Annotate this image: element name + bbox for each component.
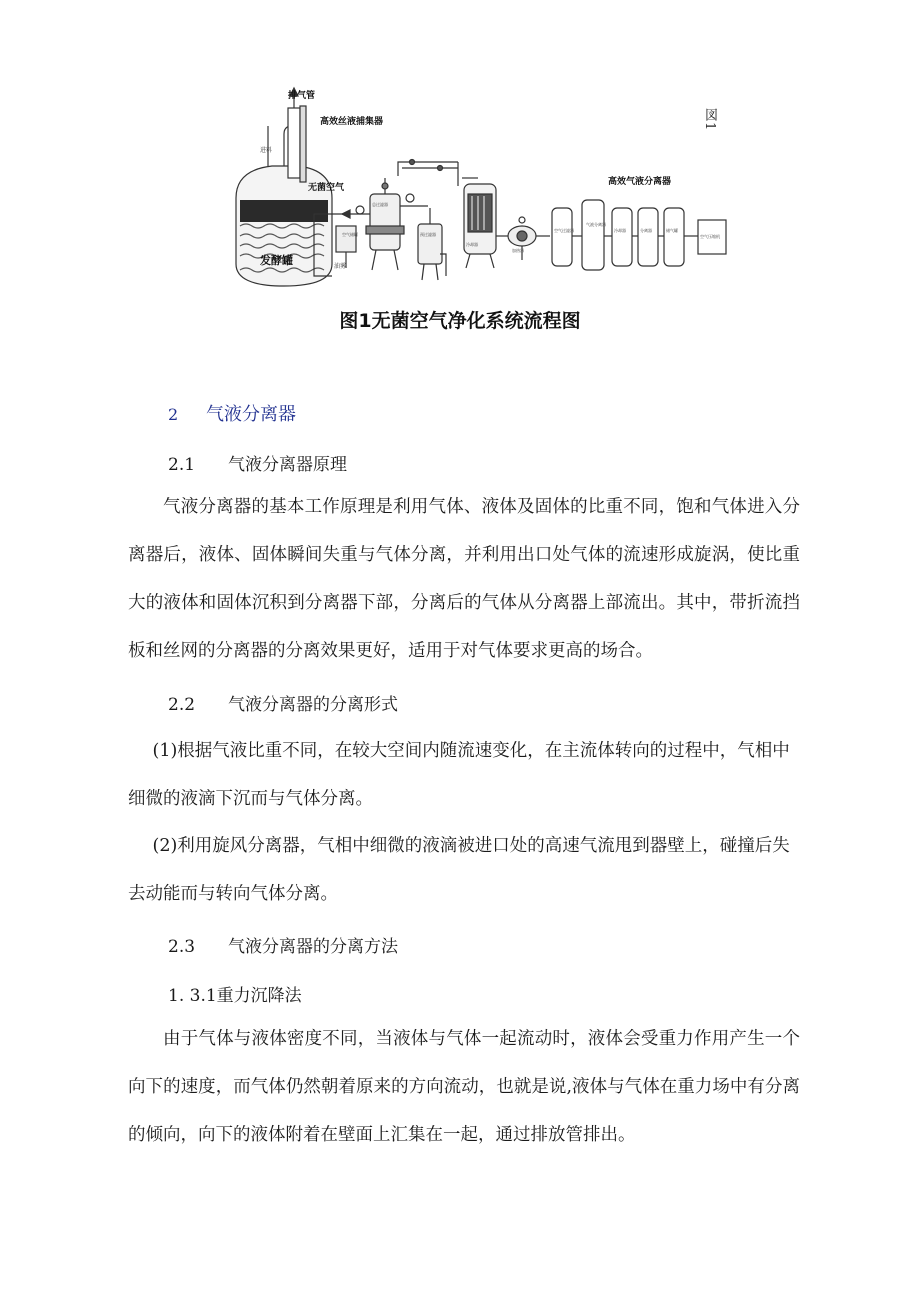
figure-side-label: 図1 — [702, 108, 717, 132]
station-label: 总过滤器 — [372, 202, 388, 207]
section-2-3-heading — [168, 932, 398, 957]
section-2-1-title: 气液分离器原理 — [228, 455, 347, 475]
separator-group-label: 高效气液分离器 — [608, 177, 672, 187]
item-2-text: (2)利用旋风分离器，气相中细微的液滴被进口处的高速气流甩到器壁上，碰撞后失去动能而与转向气体分离。 — [128, 836, 790, 904]
section-2-heading — [168, 400, 296, 426]
section-2-1-body — [128, 483, 800, 675]
section-2-1-number: 2.1 — [168, 455, 196, 475]
section-2-title: 气液分离器 — [206, 404, 296, 425]
section-2-2-item-2 — [128, 822, 800, 918]
section-2-3-number: 2.3 — [168, 937, 196, 957]
section-1-3-1-paragraph: 由于气体与液体密度不同，当液体与气体一起流动时，液体会受重力作用产生一个向下的速度，而气体仍然朝着原来的方向流动，也就是说,液体与气体在重力场中有分离的倾向，向下的液体附着在壁面上汇集在一起，通过排放管排出。 — [128, 1029, 800, 1145]
figure-caption: 图1无菌空气净化系统流程图 — [339, 310, 581, 332]
station-label: 加热器 — [512, 248, 524, 253]
station-label: 冷却器 — [466, 242, 478, 247]
station-label: 分离器 — [640, 228, 652, 233]
station-label: 储气罐 — [666, 228, 678, 233]
station-label: 空气过滤器 — [554, 228, 574, 233]
fermenter-label: 发酵罐 — [260, 254, 293, 267]
flow-diagram-svg — [232, 86, 728, 296]
demister-label: 高效丝液捕集器 — [320, 117, 384, 127]
top-header-pipes — [398, 160, 478, 187]
section-2-2-heading — [168, 690, 398, 715]
section-2-2-number: 2.2 — [168, 695, 196, 715]
heater-unit — [496, 217, 550, 260]
section-2-2-title: 气液分离器的分离形式 — [228, 695, 398, 715]
exhaust-pipe-label: 排气管 — [288, 91, 316, 101]
section-2-1-paragraph: 气液分离器的基本工作原理是利用气体、液体及固体的比重不同，饱和气体进入分离器后，液体、固体瞬间失重与气体分离，并利用出口处气体的流速形成旋涡，使比重大的液体和固体沉积到分离器下部，分离后的气体从分离器上部流出。其中，带折流挡板和丝网的分离器的分离效果更好，适用于对气体要求更高的场合。 — [128, 497, 800, 661]
section-2-number: 2 — [168, 405, 179, 424]
section-1-3-1-body — [128, 1015, 800, 1159]
section-2-1-heading — [168, 450, 347, 475]
inlet-left-label: 油雾 — [334, 263, 347, 270]
process-flow-diagram — [232, 86, 728, 296]
station-label: 气液分离器 — [586, 222, 606, 227]
sterile-air-label: 无菌空气 — [308, 183, 345, 193]
section-2-2-item-1 — [128, 727, 800, 823]
pipe-left-label: 进料 — [260, 147, 273, 154]
cooler-vessel — [464, 184, 496, 268]
section-2-3-title: 气液分离器的分离方法 — [228, 937, 398, 957]
station-label: 冷却器 — [614, 228, 626, 233]
station-label: 预过滤器 — [420, 232, 436, 237]
item-1-text: (1)根据气液比重不同，在较大空间内随流速变化，在主流体转向的过程中，气相中细微的液滴下沉而与气体分离。 — [128, 741, 790, 809]
pre-filter — [418, 208, 446, 280]
station-label: 空气压缩机 — [700, 234, 720, 239]
section-1-3-1-heading: 1. 3.1重力沉降法 — [168, 986, 302, 1006]
station-label: 空气储罐 — [342, 232, 358, 237]
